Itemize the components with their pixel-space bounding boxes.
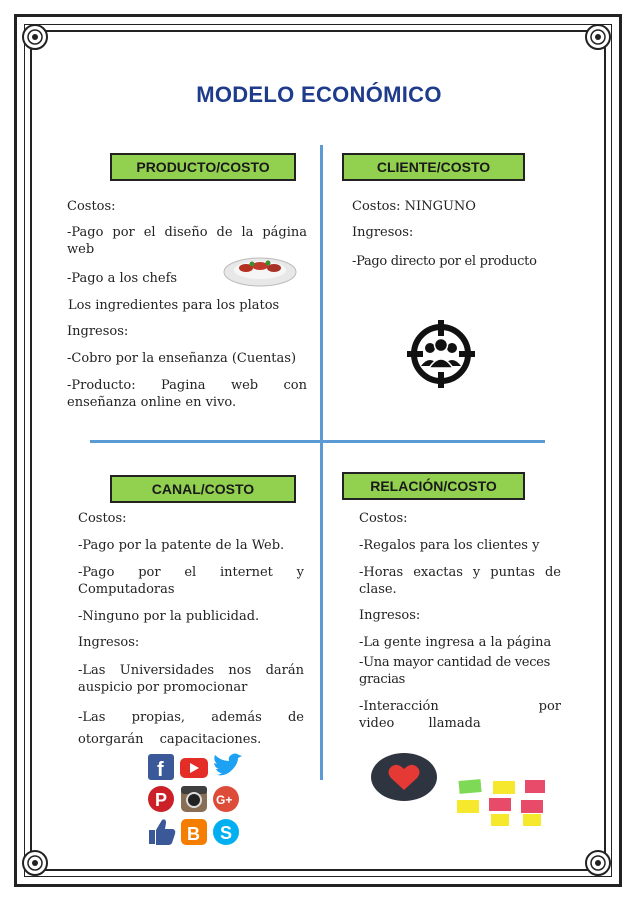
google-plus-icon [213,786,239,812]
target-customer-icon [402,318,480,390]
canal-costos-label: Costos: [78,511,127,526]
food-plate-icon [222,250,298,288]
corner-ornament-bottom-right [583,848,613,878]
cliente-header: CLIENTE/COSTO [342,153,525,181]
producto-ingresos-label: Ingresos: [67,324,129,339]
facebook-icon [148,754,174,781]
producto-item-1: -Pago por el diseño de la página web [67,225,307,257]
canal-ingresos-label: Ingresos: [78,635,140,650]
producto-item-5: -Producto: Pagina web con enseñanza online en vivo. [67,378,307,410]
producto-item-4: -Cobro por la enseñanza (Cuentas) [67,351,297,366]
heart-icon [370,752,438,802]
relacion-item-3: -La gente ingresa a la página [359,635,552,650]
canal-item-2: -Pago por el internet y Computadoras [78,565,304,597]
canal-item-1: -Pago por la patente de la Web. [78,538,285,553]
instagram-icon [181,786,207,812]
svg-text:f: f [157,759,164,781]
corner-ornament-bottom-left [20,848,50,878]
pinterest-icon [148,786,174,812]
youtube-icon [180,758,208,778]
producto-item-2: -Pago a los chefs [67,271,178,286]
corner-ornament-top-left [20,22,50,52]
canal-header: CANAL/COSTO [110,475,296,503]
producto-item-3: Los ingredientes para los platos [68,298,280,313]
relacion-ingresos-label: Ingresos: [359,608,421,623]
horizontal-divider [90,440,545,443]
relacion-costos-label: Costos: [359,511,408,526]
skype-icon [213,819,239,845]
social-media-icons [146,752,246,847]
svg-text:S: S [220,823,233,843]
svg-text:G+: G+ [216,793,233,807]
producto-header: PRODUCTO/COSTO [110,153,296,181]
producto-costos-label: Costos: [67,199,116,214]
canal-item-5: -Las propias, además de otorgarán capacitaciones. [78,710,304,747]
relacion-item-4: -Una mayor cantidad de veces gracias [359,655,550,687]
relacion-header: RELACIÓN/COSTO [342,472,525,500]
relacion-item-2: -Horas exactas y puntas de clase. [359,565,561,597]
svg-text:B: B [187,824,200,844]
like-icon [149,819,175,845]
twitter-icon [214,754,242,776]
corner-ornament-top-right [583,22,613,52]
blogger-icon [181,819,207,845]
relacion-item-5: -Interacción por video llamada [359,699,561,731]
relacion-item-1: -Regalos para los clientes y [359,538,540,553]
sticky-notes-icon [455,778,550,828]
cliente-costos: Costos: NINGUNO [352,199,476,214]
canal-item-3: -Ninguno por la publicidad. [78,609,260,624]
cliente-item-1: -Pago directo por el producto [352,254,537,269]
vertical-divider [320,145,323,780]
canal-item-4: -Las Universidades nos darán auspicio por promocionar [78,663,304,695]
cliente-ingresos-label: Ingresos: [352,225,414,240]
page-title: MODELO ECONÓMICO [196,82,442,107]
svg-text:P: P [155,790,168,810]
